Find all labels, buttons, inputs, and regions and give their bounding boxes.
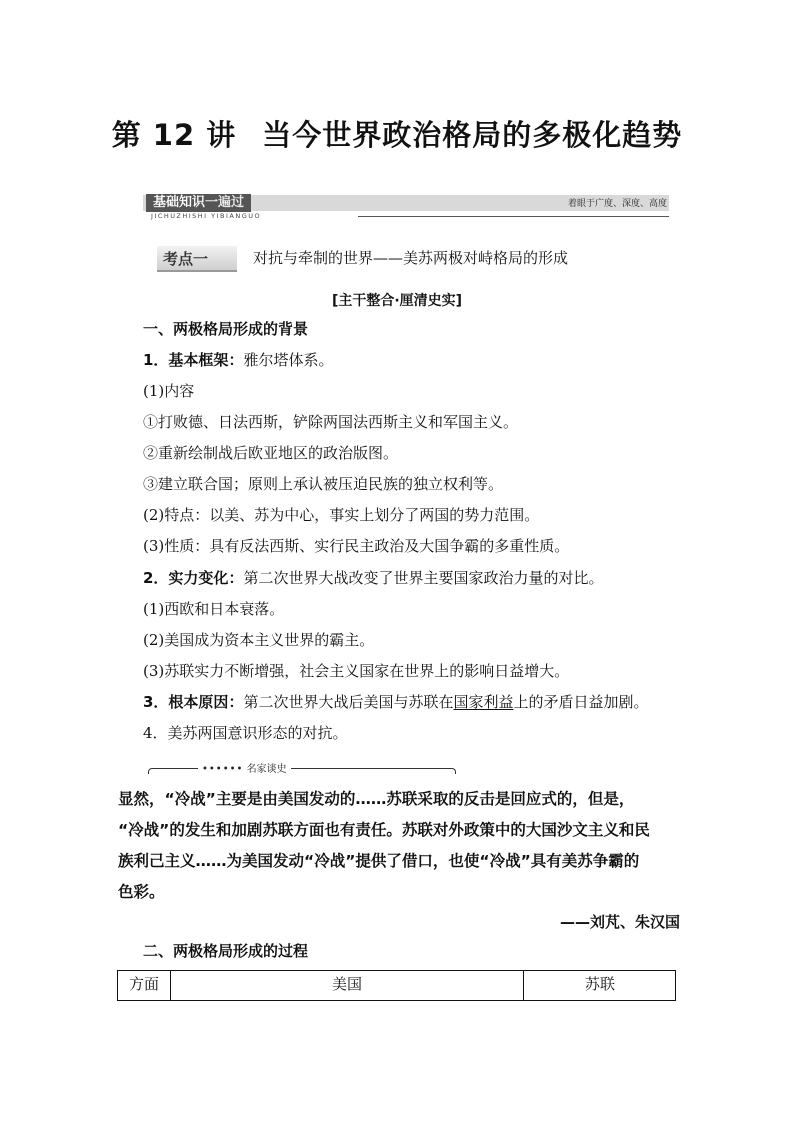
comparison-table [117, 970, 676, 1001]
table-header-aspect: 方面 [118, 971, 171, 1000]
item4: 4．美苏两国意识形态的对抗。 [143, 724, 348, 742]
item1-label: 1．基本框架： [143, 351, 244, 369]
item1 [143, 350, 333, 370]
lecture-title: 当今世界政治格局的多极化趋势 [262, 118, 683, 152]
marker-text: 名家谈史 [246, 764, 287, 775]
nature-label: (3)性质： [143, 537, 210, 555]
section1-heading: 一、两极格局形成的背景 [143, 320, 309, 338]
exam-point-label: 考点一 [163, 250, 209, 268]
quote-line-4: 色彩。 [118, 883, 165, 901]
banner-tag-left: 基础知识 [153, 195, 206, 210]
quote-line-3: 族利己主义……为美国发动“冷战”提供了借口，也使“冷战”具有美苏争霸的 [118, 852, 640, 870]
content-item-2: ②重新绘制战后欧亚地区的政治版图。 [143, 444, 399, 462]
nature-line [143, 536, 569, 556]
section-subtitle: [主干整合·厘清史实] [331, 293, 463, 309]
content-label: (1)内容 [143, 382, 195, 400]
section2-heading: 二、两极格局形成的过程 [143, 942, 309, 960]
feature-label: (2)特点： [143, 506, 210, 524]
power-item-2: (2)美国成为资本主义世界的霸主。 [143, 631, 375, 649]
banner-tag [146, 194, 251, 212]
historian-quote-marker [148, 760, 456, 774]
item3-post: 上的矛盾日益加剧。 [513, 693, 649, 711]
content-item-1: ①打败德、日法西斯，铲除两国法西斯主义和军国主义。 [143, 413, 519, 431]
feature-text: 以美、苏为中心，事实上划分了两国的势力范围。 [209, 506, 540, 524]
banner-pinyin: JICHUZHISHI YIBIANGUO [151, 212, 262, 220]
power-item-1: (1)西欧和日本衰落。 [143, 600, 285, 618]
item2-text: 第二次世界大战改变了世界主要国家政治力量的对比。 [243, 569, 604, 587]
banner-rule [358, 216, 669, 217]
lecture-number: 第 12 讲 [111, 118, 237, 152]
item3-label: 3．根本原因： [143, 693, 244, 711]
quote-line-2: “冷战”的发生和加剧苏联方面也有责任。苏联对外政策中的大国沙文主义和民 [118, 821, 650, 839]
page-title [0, 113, 794, 154]
banner-tag-right: 一遍过 [205, 195, 245, 210]
section-banner [143, 194, 669, 226]
quote-line-1: 显然，“冷战”主要是由美国发动的……苏联采取的反击是回应式的，但是， [118, 790, 635, 808]
banner-right-text: 着眼于广度、深度、高度 [567, 199, 667, 209]
item3-pre: 第二次世界大战后美国与苏联在 [243, 693, 454, 711]
item2 [143, 568, 603, 588]
power-item-3: (3)苏联实力不断增强，社会主义国家在世界上的影响日益增大。 [143, 662, 570, 680]
nature-text: 具有反法西斯、实行民主政治及大国争霸的多重性质。 [209, 537, 570, 555]
item1-text: 雅尔塔体系。 [243, 351, 334, 369]
item3 [143, 692, 649, 712]
exam-point-title: 对抗与牵制的世界——美苏两极对峙格局的形成 [253, 249, 569, 267]
marker-dots: •••••• [202, 764, 244, 775]
feature-line [143, 505, 539, 525]
table-header-usa: 美国 [171, 971, 524, 1000]
table-header-ussr: 苏联 [584, 975, 615, 993]
item3-underlined: 国家利益 [453, 693, 514, 711]
marker-rule [148, 768, 456, 774]
quote-author: ——刘芃、朱汉国 [559, 913, 680, 931]
content-item-3: ③建立联合国；原则上承认被压迫民族的独立权利等。 [143, 475, 504, 493]
exam-point-label-box [157, 246, 237, 272]
item2-label: 2．实力变化： [143, 569, 244, 587]
marker-label [198, 760, 291, 775]
